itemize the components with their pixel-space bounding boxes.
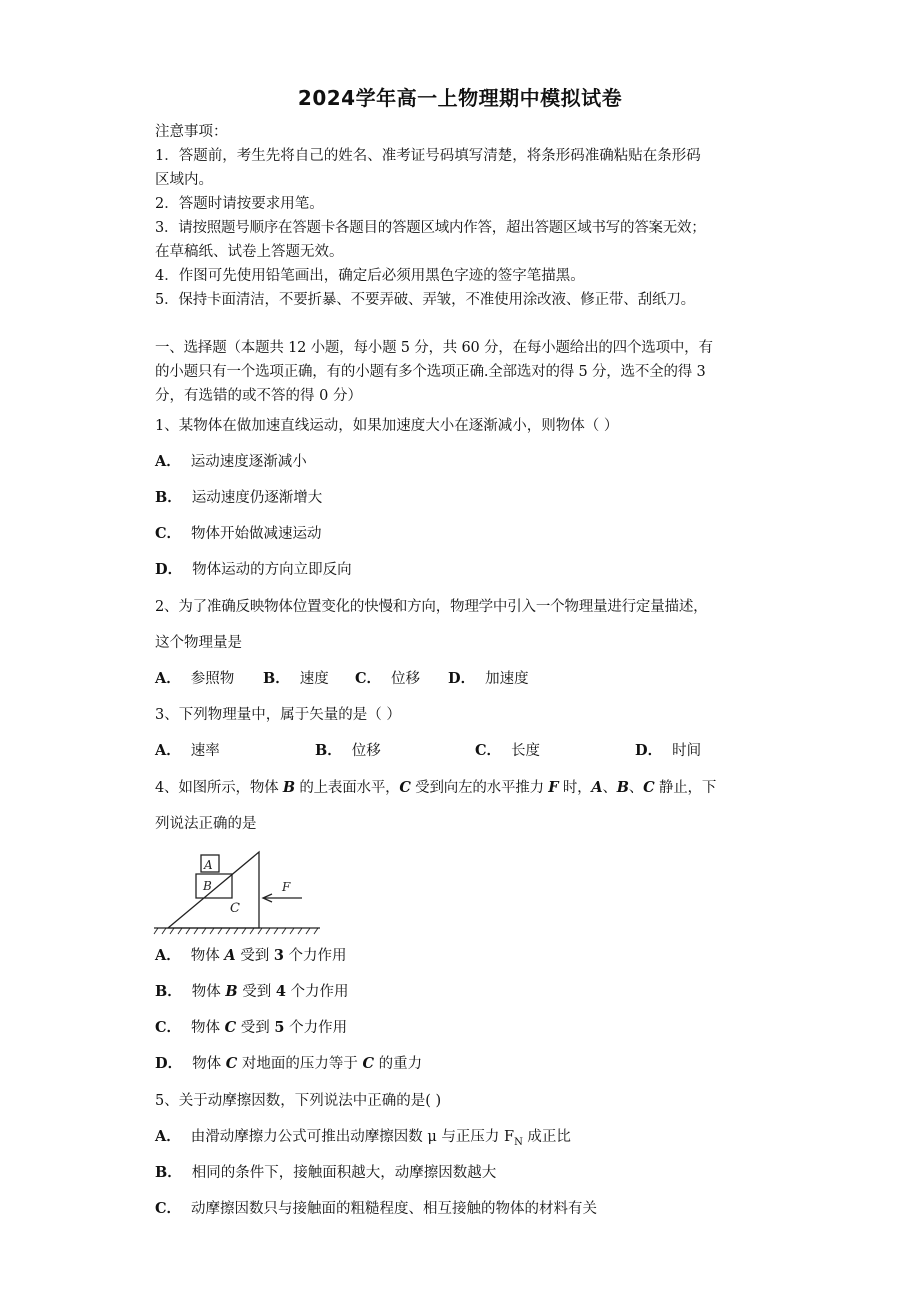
notes-heading: 注意事项： [155,124,228,140]
q1-option-a: A． 运动速度逐渐减小 [155,453,307,470]
q3-option-c: C． 长度 [475,742,541,759]
notes-item-3-cont: 在草稿纸、试卷上答题无效。 [155,244,344,260]
q4-option-c: C． 物体 C 受到 5 个力作用 [155,1019,348,1036]
q2-stem-line-1: 2、为了准确反映物体位置变化的快慢和方向，物理学中引入一个物理量进行定量描述， [155,599,708,615]
notes-item-1: 1．答题前，考生先将自己的姓名、准考证号码填写清楚，将条形码准确粘贴在条形码 [155,148,701,164]
q3-option-d: D． 时间 [635,742,702,759]
q2-option-b: B． 速度 [263,670,329,687]
block-c-shape [168,852,259,928]
q5-stem: 5、关于动摩擦因数，下列说法中正确的是( ) [155,1093,442,1109]
q4-stem-line-1: 4、如图所示，物体 B 的上表面水平，C 受到向左的水平推力 F 时，A、B、C 静止，下 [155,779,717,796]
q5-option-c: C． 动摩擦因数只与接触面的粗糙程度、相互接触的物体的材料有关 [155,1200,598,1217]
q1-option-c: C． 物体开始做减速运动 [155,525,322,542]
q4-option-a: A． 物体 A 受到 3 个力作用 [155,947,347,964]
q4-figure-label-c: C [230,901,240,916]
q5-option-a: A． 由滑动摩擦力公式可推出动摩擦因数 μ 与正压力 $F_N$ 成正比 [155,1128,571,1148]
section-header-line-1: 一、选择题（本题共 12 小题，每小题 5 分，共 60 分，在每小题给出的四个选项中，有 [155,340,713,356]
q2-option-a: A． 参照物 [155,670,235,687]
q3-option-b: B． 位移 [315,742,381,759]
notes-item-2: 2．答题时请按要求用笔。 [155,196,324,212]
q3-option-a: A． 速率 [155,742,220,759]
q1-option-b: B． 运动速度仍逐渐增大 [155,489,323,506]
q4-figure-label-b: B [203,879,212,893]
q1-option-d: D． 物体运动的方向立即反向 [155,561,352,578]
notes-item-4: 4．作图可先使用铅笔画出，确定后必须用黑色字迹的签字笔描黑。 [155,268,585,284]
page-title: 2024学年高一上物理期中模拟试卷 [297,86,623,110]
notes-item-1-cont: 区域内。 [155,172,213,188]
q3-stem: 3、下列物理量中，属于矢量的是（ ） [155,707,401,723]
section-header-line-2: 的小题只有一个选项正确，有的小题有多个选项正确.全部选对的得 5 分，选不全的得 3 [155,364,706,380]
q4-stem-line-2: 列说法正确的是 [155,816,257,832]
section-header-line-3: 分，有选错的或不答的得 0 分） [155,388,362,404]
q2-stem-line-2: 这个物理量是 [155,635,242,651]
q5-option-b: B． 相同的条件下，接触面积越大，动摩擦因数越大 [155,1164,497,1181]
q4-option-b: B． 物体 B 受到 4 个力作用 [155,983,349,1000]
q2-option-c: C． 位移 [355,670,421,687]
q2-option-d: D． 加速度 [448,670,529,687]
notes-item-5: 5．保持卡面清洁，不要折暴、不要弄破、弄皱，不准使用涂改液、修正带、刮纸刀。 [155,292,696,308]
q4-figure-label-f: F [282,880,291,894]
notes-item-3: 3．请按照题号顺序在答题卡各题目的答题区域内作答，超出答题区域书写的答案无效； [155,220,706,236]
q4-incline-figure [152,846,322,938]
block-b-shape [196,874,232,898]
q4-option-d: D． 物体 C 对地面的压力等于 C 的重力 [155,1055,423,1072]
q4-figure-label-a: A [204,858,213,872]
q1-stem: 1、某物体在做加速直线运动，如果加速度大小在逐渐减小，则物体（ ） [155,418,619,434]
